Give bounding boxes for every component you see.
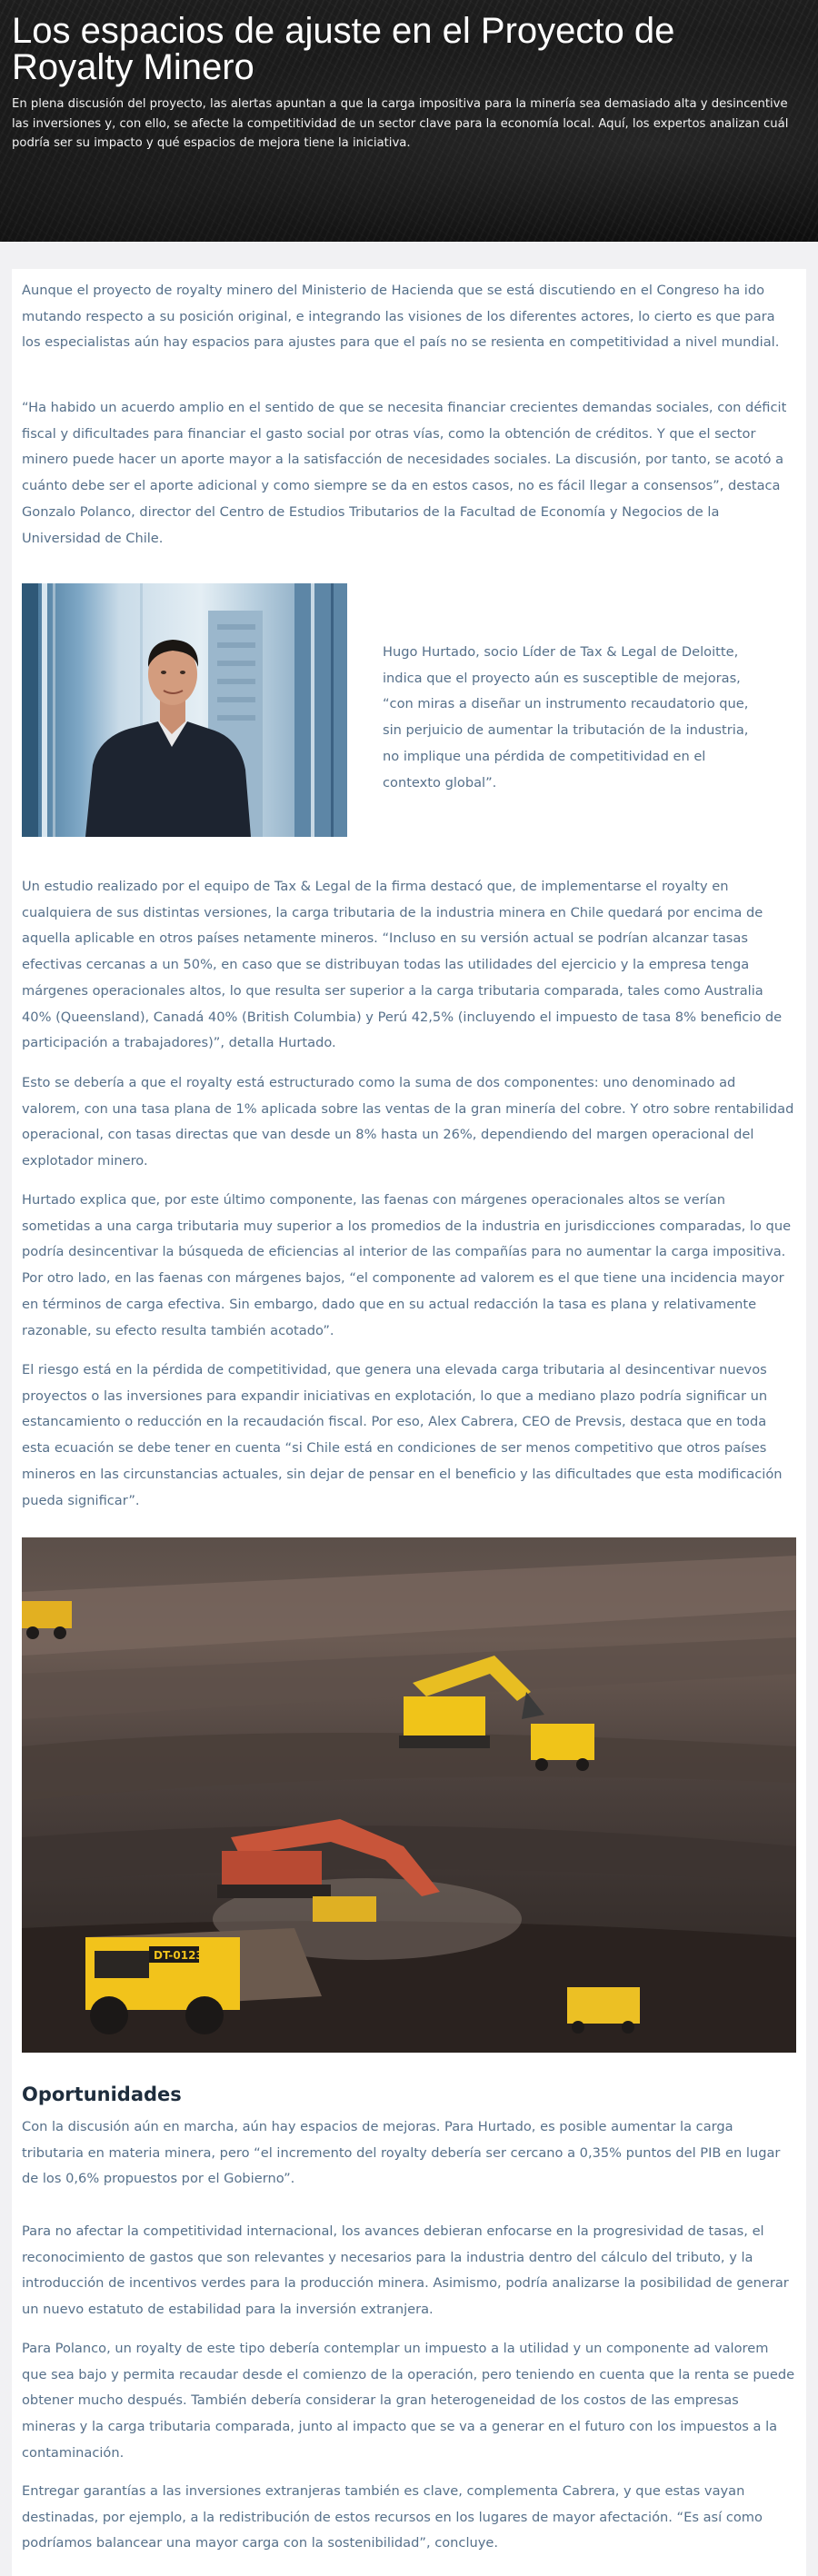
truck-label: DT-0123 (154, 1949, 204, 1962)
photo-caption: Hugo Hurtado, socio Líder de Tax & Legal de Deloitte, indica que el proyecto aún es susceptible de mejoras, “con miras a diseñar un instrumento recaudatorio que, sin perjuicio de aumentar la tributación de la industria, no implique una pérdida de competitividad en el contexto global”. (383, 644, 749, 791)
article-title: Los espacios de ajuste en el Proyecto de Royalty Minero (12, 11, 675, 87)
paragraph-opportunities-4: Entregar garantías a las inversiones extranjeras también es clave, complementa Cabrera, y que estas vayan destinadas, por ejemplo, a la redistribución de estos recursos en los lugares de mayor afectación. “Es así como podríamos balancear una mayor carga con la sostenibilidad”, concluye. (22, 2483, 763, 2551)
photo-open-pit-mine (22, 1537, 796, 2053)
paragraph-risk: El riesgo está en la pérdida de competitividad, que genera una elevada carga tributaria al desincentivar nuevos proyectos o las inversiones para expandir iniciativas en explotación, lo que a mediano plazo podría significar un estancamiento o reducción en la recaudación fiscal. Por eso, Alex Cabrera, CEO de Prevsis, destaca que en toda esta ecuación se debe tener en cuenta “si Chile está en condiciones de ser menos competitivo que otros países mineros en las circunstancias actuales, sin dejar de pensar en el beneficio y las dificultades que esta modificación pueda significar”. (22, 1362, 783, 1508)
article-lead: En plena discusión del proyecto, las alertas apuntan a que la carga impositiva para la minería sea demasiado alta y desincentive las inversiones y, con ello, se afecte la competitividad de un sector clave para la economía local. Aquí, los expertos analizan cuál podría ser su impacto y qué espacios de mejora tiene la iniciativa. (12, 97, 789, 150)
paragraph-opportunities-1: Con la discusión aún en marcha, aún hay espacios de mejoras. Para Hurtado, es posible aumentar la carga tributaria en materia minera, pero “el incremento del royalty debería ser cercano a 0,35% puntos del PIB en lugar de los 0,6% propuestos por el Gobierno”. (22, 2119, 781, 2187)
paragraph-structure: Esto se debería a que el royalty está estructurado como la suma de dos componentes: uno denominado ad valorem, con una tasa plana de 1% aplicada sobre las ventas de la gran minería del cobre. Y otro sobre rentabilidad operacional, con tasas directas que van desde un 8% hasta un 26%, dependiendo del margen operacional del explotador minero. (22, 1075, 794, 1169)
paragraph-margins: Hurtado explica que, por este último componente, las faenas con márgenes operacionales altos se verían sometidas a una carga tributaria muy superior a los promedios de la industria en jurisdicciones comparadas, lo que podría desincentivar la búsqueda de eficiencias al interior de las compañías para no aumentar la carga impositiva. Por otro lado, en las faenas con márgenes bajos, “el componente ad valorem es el que tiene una incidencia mayor en términos de carga efectiva. Sin embargo, dado que en su actual redacción la tasa es plana y relativamente razonable, su efecto resulta también acotado”. (22, 1192, 792, 1338)
paragraph-intro-2: “Ha habido un acuerdo amplio en el sentido de que se necesita financiar crecientes demandas sociales, con déficit fiscal y dificultades para financiar el gasto social por otras vías, como la obtención de créditos. Y que el sector minero puede hacer un aporte mayor a la satisfacción de necesidades sociales. La discusión, por tanto, se acotó a cuánto debe ser el aporte adicional y como siempre se da en estos casos, no es fácil llegar a consensos”, destaca Gonzalo Polanco, director del Centro de Estudios Tributarios de la Facultad de Economía y Negocios de la Universidad de Chile. (22, 400, 787, 546)
mine-illustration (22, 1537, 796, 2053)
person-illustration (22, 583, 347, 837)
article-body (12, 269, 806, 2576)
photo-hugo-hurtado (22, 583, 347, 837)
paragraph-study: Un estudio realizado por el equipo de Tax & Legal de la firma destacó que, de implementarse el royalty en cualquiera de sus distintas versiones, la carga tributaria de la industria minera en Chile quedará por encima de aquella aplicable en otros países netamente mineros. “Incluso en su versión actual se podrían alcanzar tasas efectivas cercanas a un 50%, en caso que se distribuyan todas las utilidades del ejercicio y la empresa tenga márgenes operacionales altos, lo que resulta ser superior a la carga tributaria comparada, tales como Australia 40% (Queensland), Canadá 40% (British Columbia) y Perú 42,5% (incluyendo el impuesto de tasa 8% beneficio de participación a trabajadores)”, detalla Hurtado. (22, 879, 783, 1051)
section-heading-oportunidades: Oportunidades (22, 2084, 182, 2105)
paragraph-intro-1: Aunque el proyecto de royalty minero del Ministerio de Hacienda que se está discutiendo en el Congreso ha ido mutando respecto a su posición original, e integrando las visiones de los diferentes actores, lo cierto es que para los especialistas aún hay espacios para ajustes para que el país no se resienta en competitividad a nivel mundial. (22, 283, 780, 351)
paragraph-opportunities-3: Para Polanco, un royalty de este tipo debería contemplar un impuesto a la utilidad y un componente ad valorem que sea bajo y permita recaudar desde el comienzo de la operación, pero teniendo en cuenta que la renta se puede obtener mucho después. También debería considerar la gran heterogeneidad de los costos de las empresas mineras y la carga tributaria comparada, junto al impacto que se va a generar en el futuro con los impuestos a la contaminación. (22, 2341, 795, 2461)
hero-banner (0, 0, 818, 242)
paragraph-opportunities-2: Para no afectar la competitividad internacional, los avances debieran enfocarse en la progresividad de tasas, el reconocimiento de gastos que son relevantes y necesarios para la industria dentro del cálculo del tributo, y la introducción de incentivos verdes para la producción minera. Asimismo, podría analizarse la posibilidad de generar un nuevo estatuto de estabilidad para la inversión extranjera. (22, 2223, 789, 2318)
